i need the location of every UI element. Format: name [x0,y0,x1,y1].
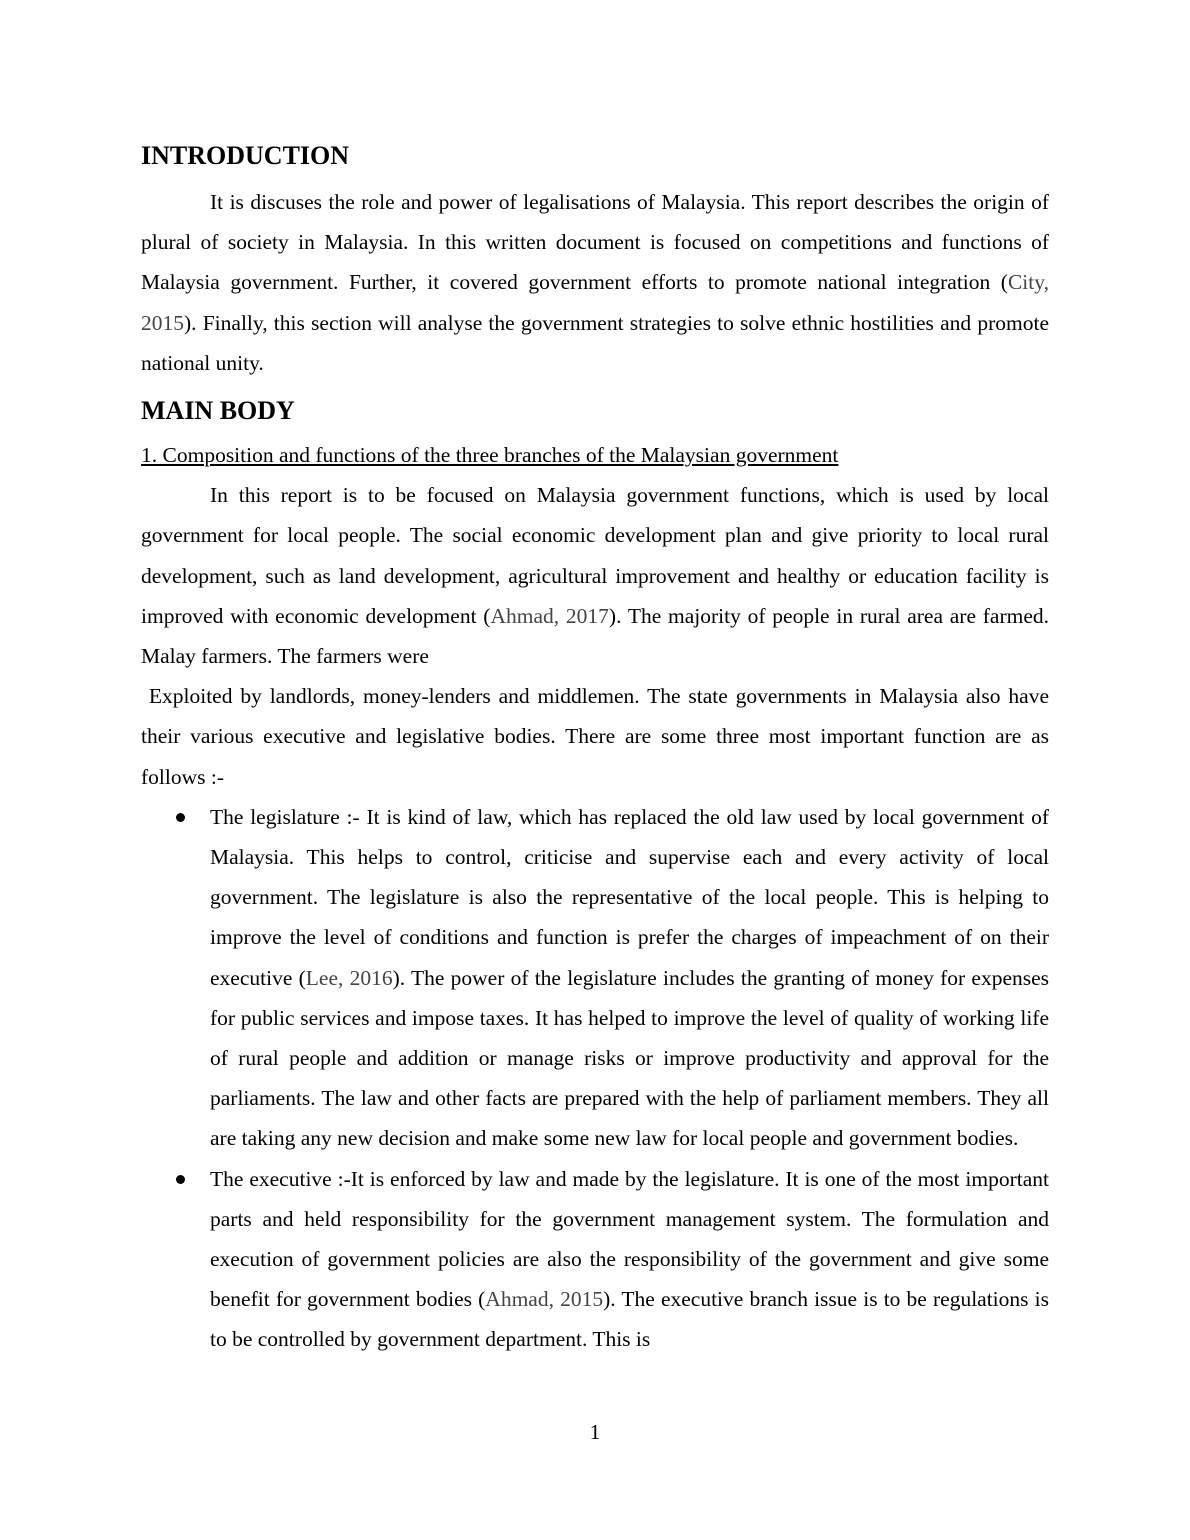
list-item-text [210,1159,1049,1360]
citation: Ahmad, 2015 [485,1287,604,1312]
introduction-heading: INTRODUCTION [141,141,350,170]
text-run: It is discuses the role and power of legalisations of Malaysia. This report describes the origin of plural of society in Malaysia. In this written document is focused on competitions and functions of Malaysia government. Further, it covered government efforts to promote national integration ( [141,190,1049,295]
introduction-paragraph [141,182,1049,383]
functions-list [141,797,1049,1360]
text-run: ). The majority of people in rural area are farmed. Malay farmers. The farmers were [141,603,1050,669]
main-body-heading: MAIN BODY [141,396,295,426]
list-item [141,1159,1049,1360]
citation: Lee, 2016 [305,965,393,990]
citation: City, 2015 [141,270,1049,335]
bullet-icon [176,813,185,822]
page-number: 1 [589,1420,601,1444]
text-run: ). The executive branch issue is to be regulations is to be controlled by government department. This is [210,1287,1049,1352]
text-run: The legislature :- It is kind of law, which has replaced the old law used by local government of Malaysia. This helps to control, criticise and supervise each and every activity of local government. The legislature is also the representative of the local people. This is helping to improve the level of conditions and function is prefer the charges of impeachment of on their executive ( [210,804,1049,990]
section-subheading: 1. Composition and functions of the three branches of the Malaysian government [141,443,839,468]
page-content [141,138,1049,1360]
list-item [141,797,1049,1159]
text-run: The executive :-It is enforced by law and made by the legislature. It is one of the most important parts and held responsibility for the government management system. The formulation and execution of government policies are also the responsibility of the government and give some benefit for government bodies ( [210,1166,1049,1312]
main-body-paragraph-2: Exploited by landlords, money-lenders and middlemen. The state governments in Malaysia also have their various executive and legislative bodies. There are some three most important function are as follows :- [141,684,1049,789]
list-item-text [210,797,1049,1159]
text-run: In this report is to be focused on Malaysia government functions, which is used by local government for local people. The social economic development plan and give priority to local rural development, such as land development, agricultural improvement and healthy or education facility is improved with economic development ( [141,483,1049,628]
main-body-paragraph-1 [141,475,1049,676]
text-run: ). Finally, this section will analyse the government strategies to solve ethnic hostilities and promote national unity. [141,310,1049,375]
citation: Ahmad, 2017 [490,603,609,628]
text-run: ). The power of the legislature includes the granting of money for expenses for public services and impose taxes. It has helped to improve the level of quality of working life of rural people and addition or manage risks or improve productivity and approval for the parliaments. The law and other facts are prepared with the help of parliament members. They all are taking any new decision and make some new law for local people and government bodies. [210,965,1050,1151]
bullet-icon [176,1175,185,1184]
